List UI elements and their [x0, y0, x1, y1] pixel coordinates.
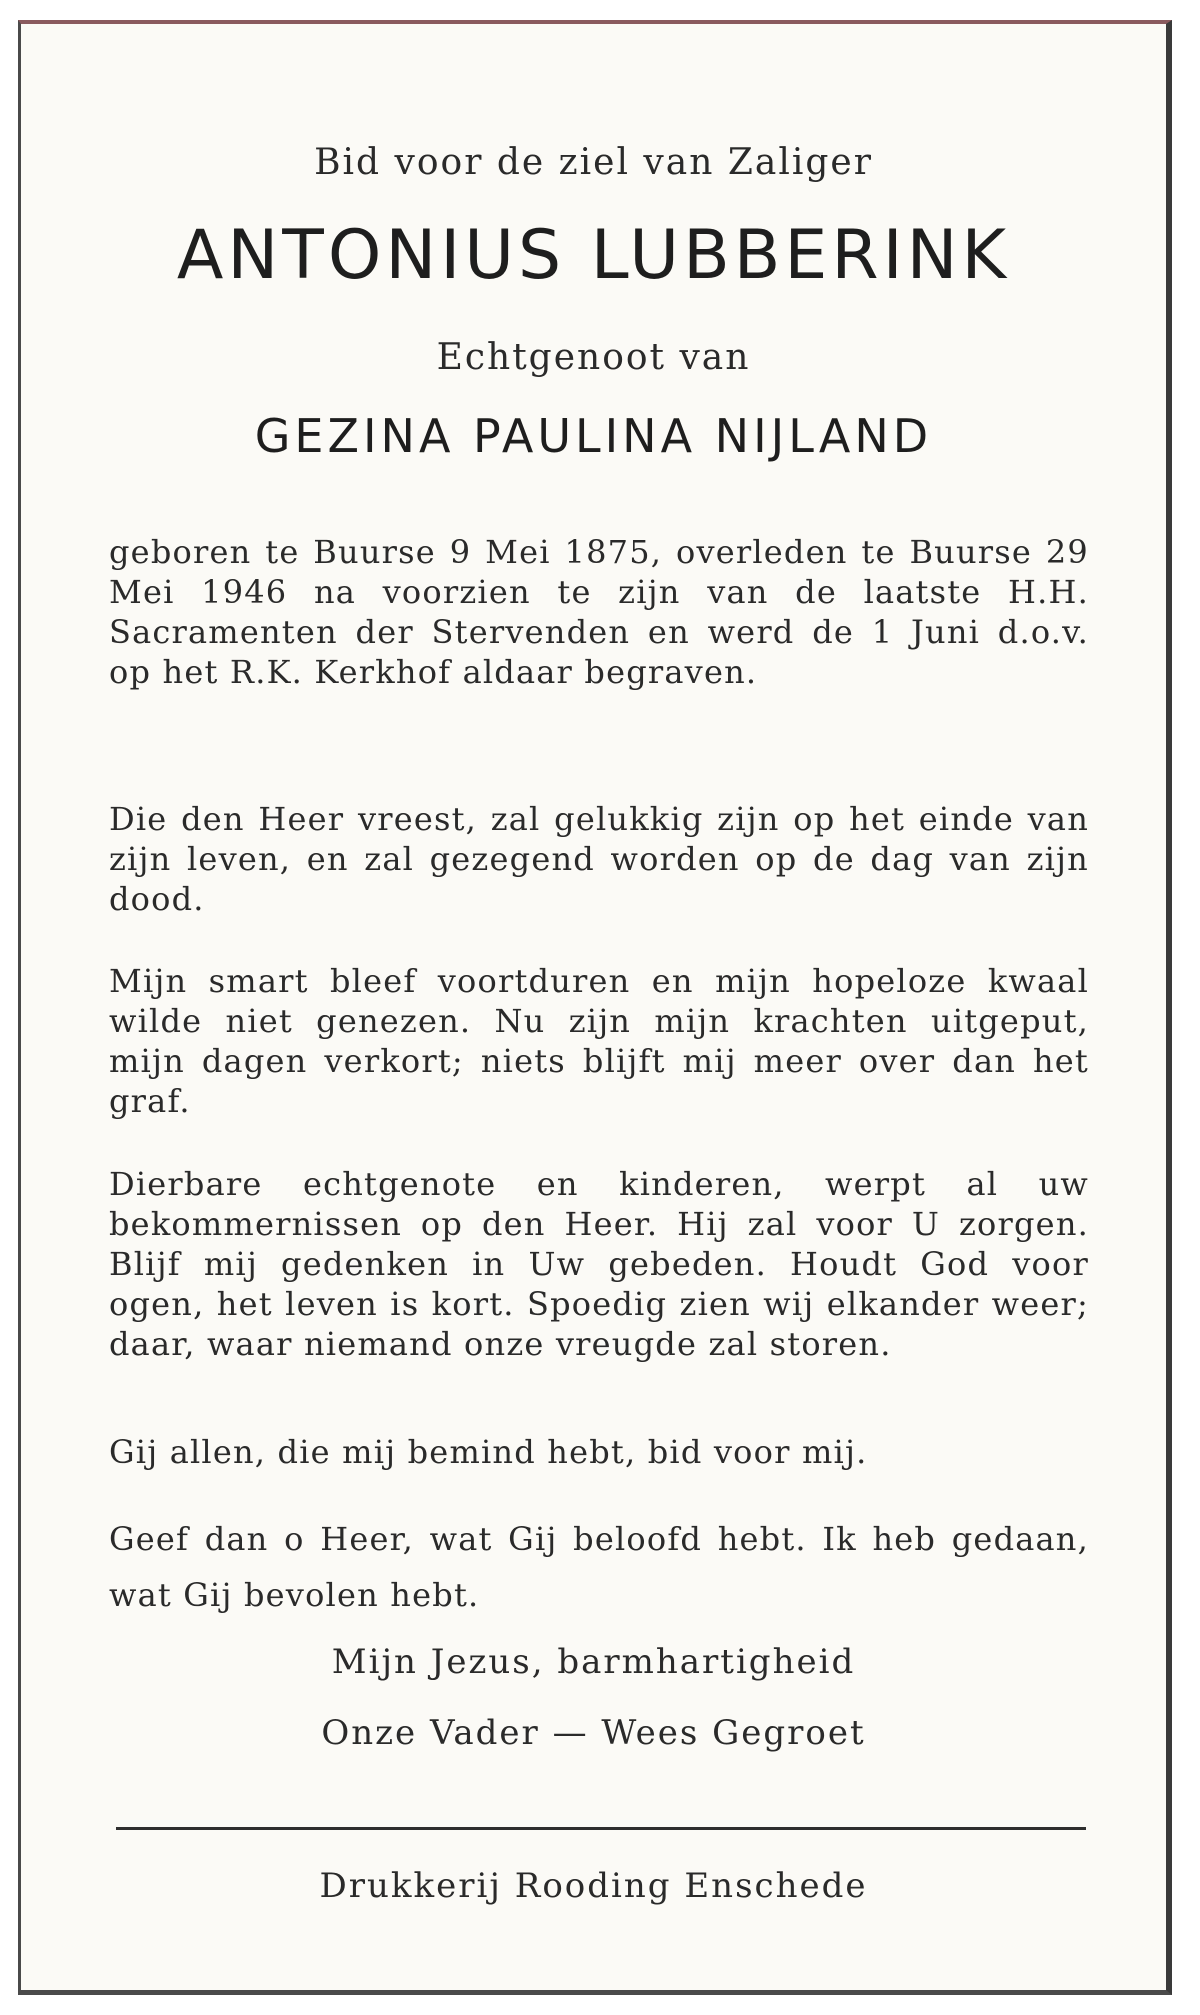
prayer-line: Onze Vader — Wees Gegroet [321, 1713, 866, 1753]
verse-paragraph: Geef dan o Heer, wat Gij beloofd hebt. Ik heb gedaan, wat Gij bevolen hebt. [109, 1520, 1089, 1614]
printer-credit: Drukkerij Rooding Enschede [319, 1866, 868, 1906]
deceased-name: ANTONIUS LUBBERINK [176, 216, 1011, 295]
biography-paragraph: geboren te Buurse 9 Mei 1875, overleden te Buurse 29 Mei 1946 na voorzien te zijn van de laatste H.H. Sacramenten der Stervenden en werd de 1 Juni d.o.v. op het R.K. Kerkhof aldaar begraven. [109, 533, 1089, 691]
verse-paragraph: Gij allen, die mij bemind hebt, bid voor mij. [109, 1433, 868, 1471]
memorial-card [18, 20, 1172, 1995]
verse-paragraph: Dierbare echtgenote en kinderen, werpt al uw bekommernissen op den Heer. Hij zal voor U zorgen. Blijf mij gedenken in Uw gebeden. Houdt God voor ogen, het leven is kort. Spoedig zien wij elkander weer; daar, waar niemand onze vreugde zal storen. [109, 1165, 1089, 1363]
spouse-name: GEZINA PAULINA NIJLAND [254, 409, 933, 463]
verse-paragraph: Mijn smart bleef voortduren en mijn hopeloze kwaal wilde niet genezen. Nu zijn mijn krachten uitgeput, mijn dagen verkort; niets blijft mij meer over dan het graf. [109, 962, 1089, 1120]
divider [116, 1827, 1086, 1830]
spouse-label: Echtgenoot van [436, 337, 751, 378]
intro-line: Bid voor de ziel van Zaliger [314, 142, 873, 183]
card-content [21, 24, 1166, 1990]
verse-paragraph: Die den Heer vreest, zal gelukkig zijn op het einde van zijn leven, en zal gezegend worden op de dag van zijn dood. [109, 800, 1089, 918]
prayer-line: Mijn Jezus, barmhartigheid [331, 1642, 856, 1682]
